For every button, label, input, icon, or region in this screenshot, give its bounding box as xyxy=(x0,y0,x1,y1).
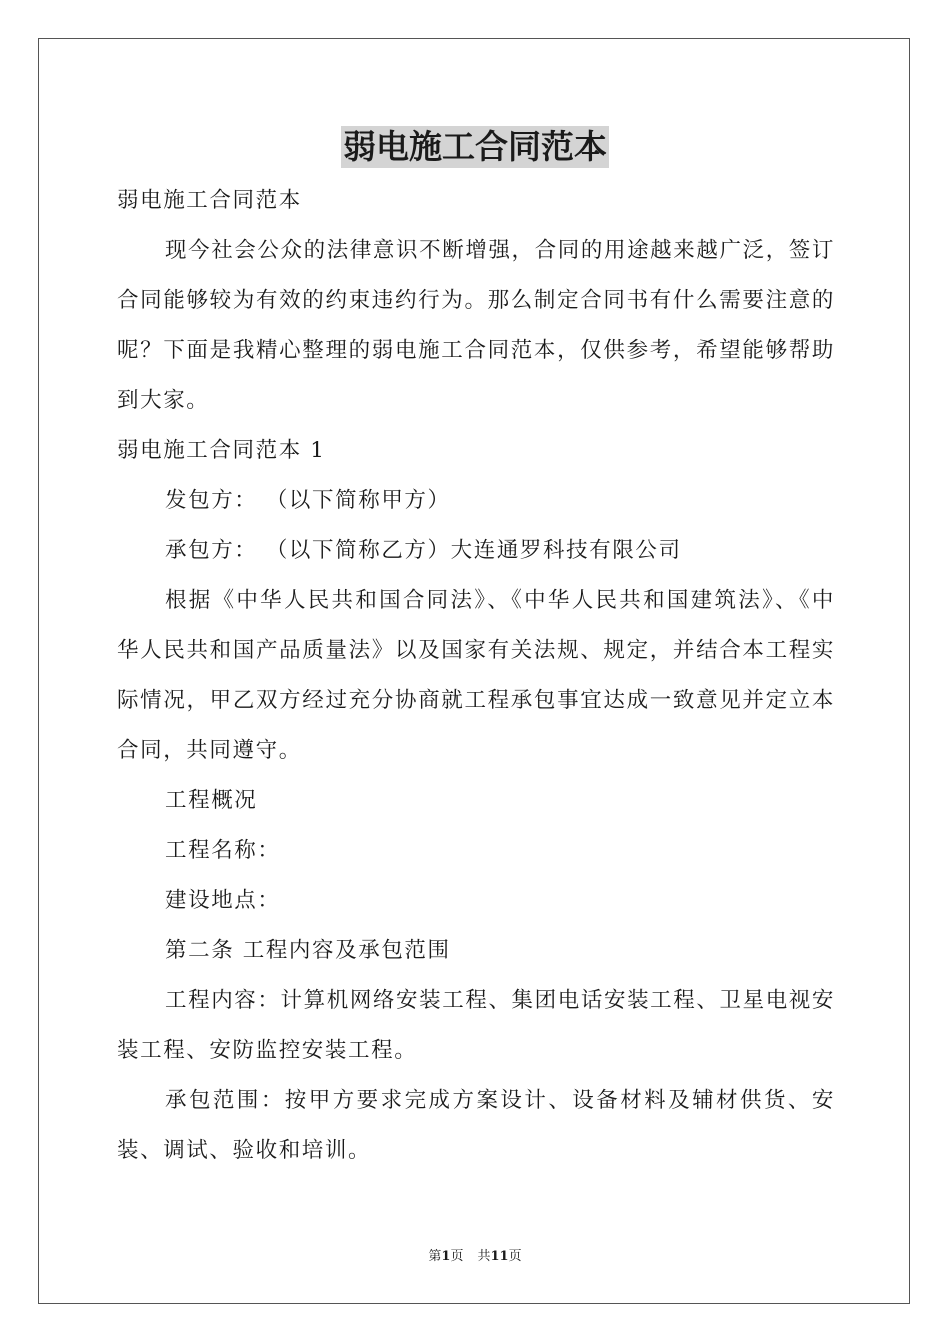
footer-total-suffix: 页 xyxy=(508,1249,522,1264)
paragraph-2: 弱电施工合同范本 1 xyxy=(117,438,326,463)
footer-page-number: 1 xyxy=(441,1249,451,1264)
page-footer xyxy=(0,1248,950,1266)
title-container xyxy=(0,126,950,168)
footer-page-suffix: 页 xyxy=(450,1249,464,1264)
document-body xyxy=(117,176,835,1176)
paragraph-0: 弱电施工合同范本 xyxy=(117,188,302,213)
document-title: 弱电施工合同范本 xyxy=(343,127,607,166)
paragraph-9: 第二条 工程内容及承包范围 xyxy=(165,938,451,963)
footer-total-pages: 11 xyxy=(490,1249,509,1264)
paragraph-4: 承包方： （以下简称乙方）大连通罗科技有限公司 xyxy=(165,538,682,563)
paragraph-5: 根据《中华人民共和国合同法》、《中华人民共和国建筑法》、《中华人民共和国产品质量法》以及国家有关法规、规定，并结合本工程实际情况，甲乙双方经过充分协商就工程承包事宜达成一致意见并定立本合同，共同遵守。 xyxy=(117,588,835,763)
paragraph-11: 承包范围：按甲方要求完成方案设计、设备材料及辅材供货、安装、调试、验收和培训。 xyxy=(117,1088,835,1163)
paragraph-7: 工程名称： xyxy=(165,838,281,863)
paragraph-3: 发包方： （以下简称甲方） xyxy=(165,488,451,513)
paragraph-8: 建设地点： xyxy=(165,888,281,913)
paragraph-10: 工程内容：计算机网络安装工程、集团电话安装工程、卫星电视安装工程、安防监控安装工程。 xyxy=(117,988,835,1063)
footer-total-prefix: 共 xyxy=(477,1249,491,1264)
footer-page-prefix: 第 xyxy=(428,1249,442,1264)
paragraph-1: 现今社会公众的法律意识不断增强，合同的用途越来越广泛，签订合同能够较为有效的约束违约行为。那么制定合同书有什么需要注意的呢？下面是我精心整理的弱电施工合同范本，仅供参考，希望能够帮助到大家。 xyxy=(117,238,835,413)
paragraph-6: 工程概况 xyxy=(165,788,258,813)
